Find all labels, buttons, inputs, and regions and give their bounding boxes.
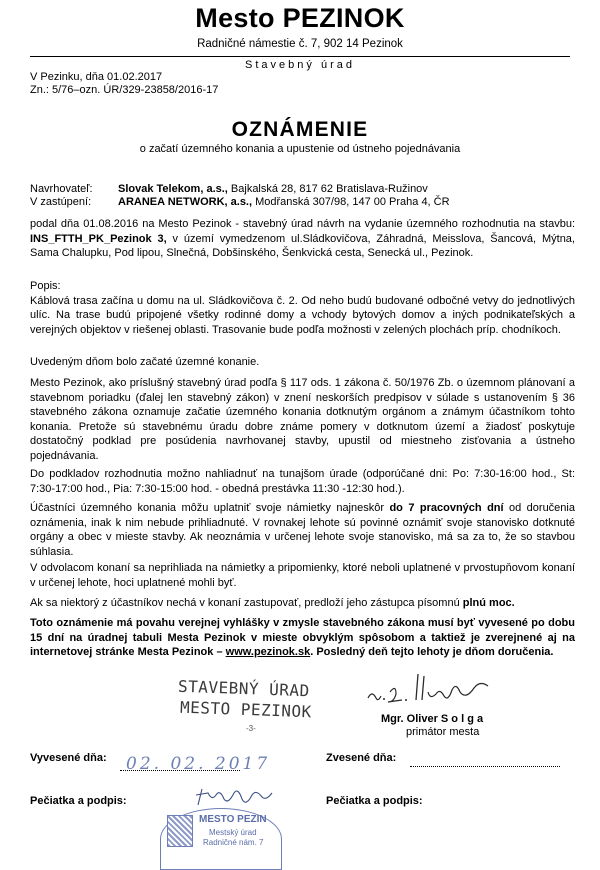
p7-text-a: Ak sa niektorý z účastníkov nechá v konaní zastupovať, predloží jeho zástupca písomnú: [30, 597, 463, 609]
round-stamp-line1: MESTO PEZIN: [199, 814, 267, 825]
agent-name: ARANEA NETWORK, a.s.,: [118, 196, 253, 208]
signatory-role: primátor mesta: [406, 726, 480, 738]
notice-subtitle: o začatí územného konania a upustenie od ústneho pojednávania: [139, 143, 461, 155]
p8-text-c: . Posledný deň tejto lehoty je dňom doručenia.: [310, 646, 554, 658]
signatory-name: Mgr. Oliver S o l g a: [381, 713, 484, 725]
proposer-address: Bajkalská 28, 817 62 Bratislava-Ružinov: [227, 183, 428, 195]
agent-address: Modřanská 307/98, 147 00 Praha 4, ČR: [252, 196, 450, 208]
agent-label: V zastúpení:: [30, 196, 92, 208]
p5-text-c: od doručenia oznámenia, inak k nim nebude prihliadnuté. V rovnakej lehote sú povinné oznámiť svoje stanovisko dotknuté orgány a obec v mieste stavby. Ak neoznámia v určenej lehote svoje stanovisko, má sa za to, že so stavbou súhlasia.: [30, 502, 575, 558]
paragraph-objections: [30, 501, 575, 559]
agent-line: [30, 196, 450, 209]
notice-title: OZNÁMENIE: [231, 118, 369, 141]
posted-label: Vyvesené dňa:: [30, 752, 107, 764]
paragraph-authority: Mesto Pezinok, ako príslušný stavebný úrad podľa § 117 ods. 1 zákona č. 50/1976 Zb. o územnom plánovaní a stavebnom poriadku (ďalej len stavebný zákon) v znení neskorších predpisov v súlade s ustanovením § 36 stavebného zákona oznamuje začatie územného konania dotknutým orgánom a známym účastníkom tohto konania. Pretože sú stavebnému úradu dobre známe pomery v dotknutom území a žiadosť poskytuje dostatočný podklad pre posúdenia navrhovanej stavby, upustil od miestneho zisťovania a ústneho pojednávania.: [30, 377, 575, 462]
proposer-name: Slovak Telekom, a.s.,: [118, 183, 228, 195]
stamp-sign-label-right: Pečiatka a podpis:: [326, 795, 423, 807]
website-link[interactable]: www.pezinok.sk: [225, 646, 311, 658]
project-name: INS_FTTH_PK_Pezinok 3,: [30, 232, 167, 245]
coat-of-arms-icon: [167, 815, 193, 847]
header-divider: [30, 56, 570, 57]
signature-scribble: [366, 670, 496, 710]
paragraph-office-hours: Do podkladov rozhodnutia možno nahliadnuť na tunajšom úrade (odporúčané dni: Po: 7:30-16:00 hod., St: 7:30-17:00 hod., Pia: 7:30-15:00 hod. - obedná prestávka 11:30 -12:30 hod.).: [30, 468, 575, 495]
paragraph-application: [30, 217, 575, 261]
p1-text-c: v území vymedzenom ul.Sládkovičova, Záhradná, Meisslova, Šancová, Mýtna, Sama Chalupku, Pod lipou, Slnečná, Dobšinského, Šenkvická cesta, Senecká ul., Pezinok.: [30, 232, 575, 259]
paragraph-representation: [30, 596, 575, 611]
round-stamp-line3: Radničné nám. 7: [203, 838, 264, 847]
office-stamp-line2: MESTO PEZINOK: [179, 697, 313, 722]
stamp-number: -3-: [246, 724, 256, 733]
office-name: Stavebný úrad: [245, 59, 355, 71]
p1-text-a: podal dňa 01.08.2016 na Mesto Pezinok - stavebný úrad návrh na vydanie územného rozhodnutia na stavbu:: [30, 218, 575, 230]
reference-number: Zn.: 5/76–ozn. ÚR/329-23858/2016-17: [30, 84, 219, 96]
removed-date-line: [410, 766, 560, 767]
posted-date: 02. 02. 2017: [126, 754, 271, 774]
office-stamp-line1: STAVEBNÝ ÚRAD: [177, 676, 311, 701]
deadline: do 7 pracovných dní: [389, 502, 504, 514]
proposer-label: Navrhovateľ:: [30, 183, 93, 195]
round-stamp-line2: Mestský úrad: [209, 828, 257, 837]
removed-label: Zvesené dňa:: [326, 752, 397, 764]
place-date: V Pezinku, dňa 01.02.2017: [30, 71, 163, 83]
p5-text-a: Účastníci územného konania môžu uplatniť svoje námietky najneskôr: [30, 502, 390, 514]
town-title: Mesto PEZINOK: [195, 3, 405, 33]
round-stamp: [160, 808, 282, 870]
paragraph-appeal: V odvolacom konaní sa neprihliada na námietky a pripomienky, ktoré neboli uplatnené v prvostupňovom konaní v určenej lehote, hoci uplatnené mohli byť.: [30, 562, 575, 589]
paragraph-public-notice: [30, 616, 575, 660]
power-of-attorney: plnú moc.: [462, 597, 515, 609]
stamp-sign-label-left: Pečiatka a podpis:: [30, 795, 127, 807]
paragraph-description: [30, 279, 575, 337]
footer-signature-scribble: [194, 785, 274, 811]
proposer-line: [30, 183, 428, 196]
town-address: Radničné námestie č. 7, 902 14 Pezinok: [197, 38, 403, 50]
description-label: Popis:: [30, 280, 61, 292]
handwritten-signature: [366, 670, 496, 710]
footer-handwritten-signature: [194, 785, 274, 811]
p8-text-a: Toto oznámenie má povahu verejnej vyhlášky v zmysle stavebného zákona musí byť vyvesené po dobu 15 dní na úradnej tabuli Mesta Pezinok v mieste obvyklým spôsobom a taktiež je zverejnené aj na internetovej stránke Mesta Pezinok –: [30, 617, 575, 658]
paragraph-started: Uvedeným dňom bolo začaté územné konanie.: [30, 356, 260, 368]
description-text: Káblová trasa začína u domu na ul. Sládkovičova č. 2. Od neho budú budované odbočné vetvy do jednotlivých ulíc. Na trase budú pripojené všetky rodinné domy a vchody bytových domov a iných podnikateľských a verejných objektov v riešenej oblasti. Trasovanie bude podľa možnosti v zelených plochách príp. chodníkoch.: [30, 294, 575, 336]
posted-date-line: [120, 770, 240, 771]
